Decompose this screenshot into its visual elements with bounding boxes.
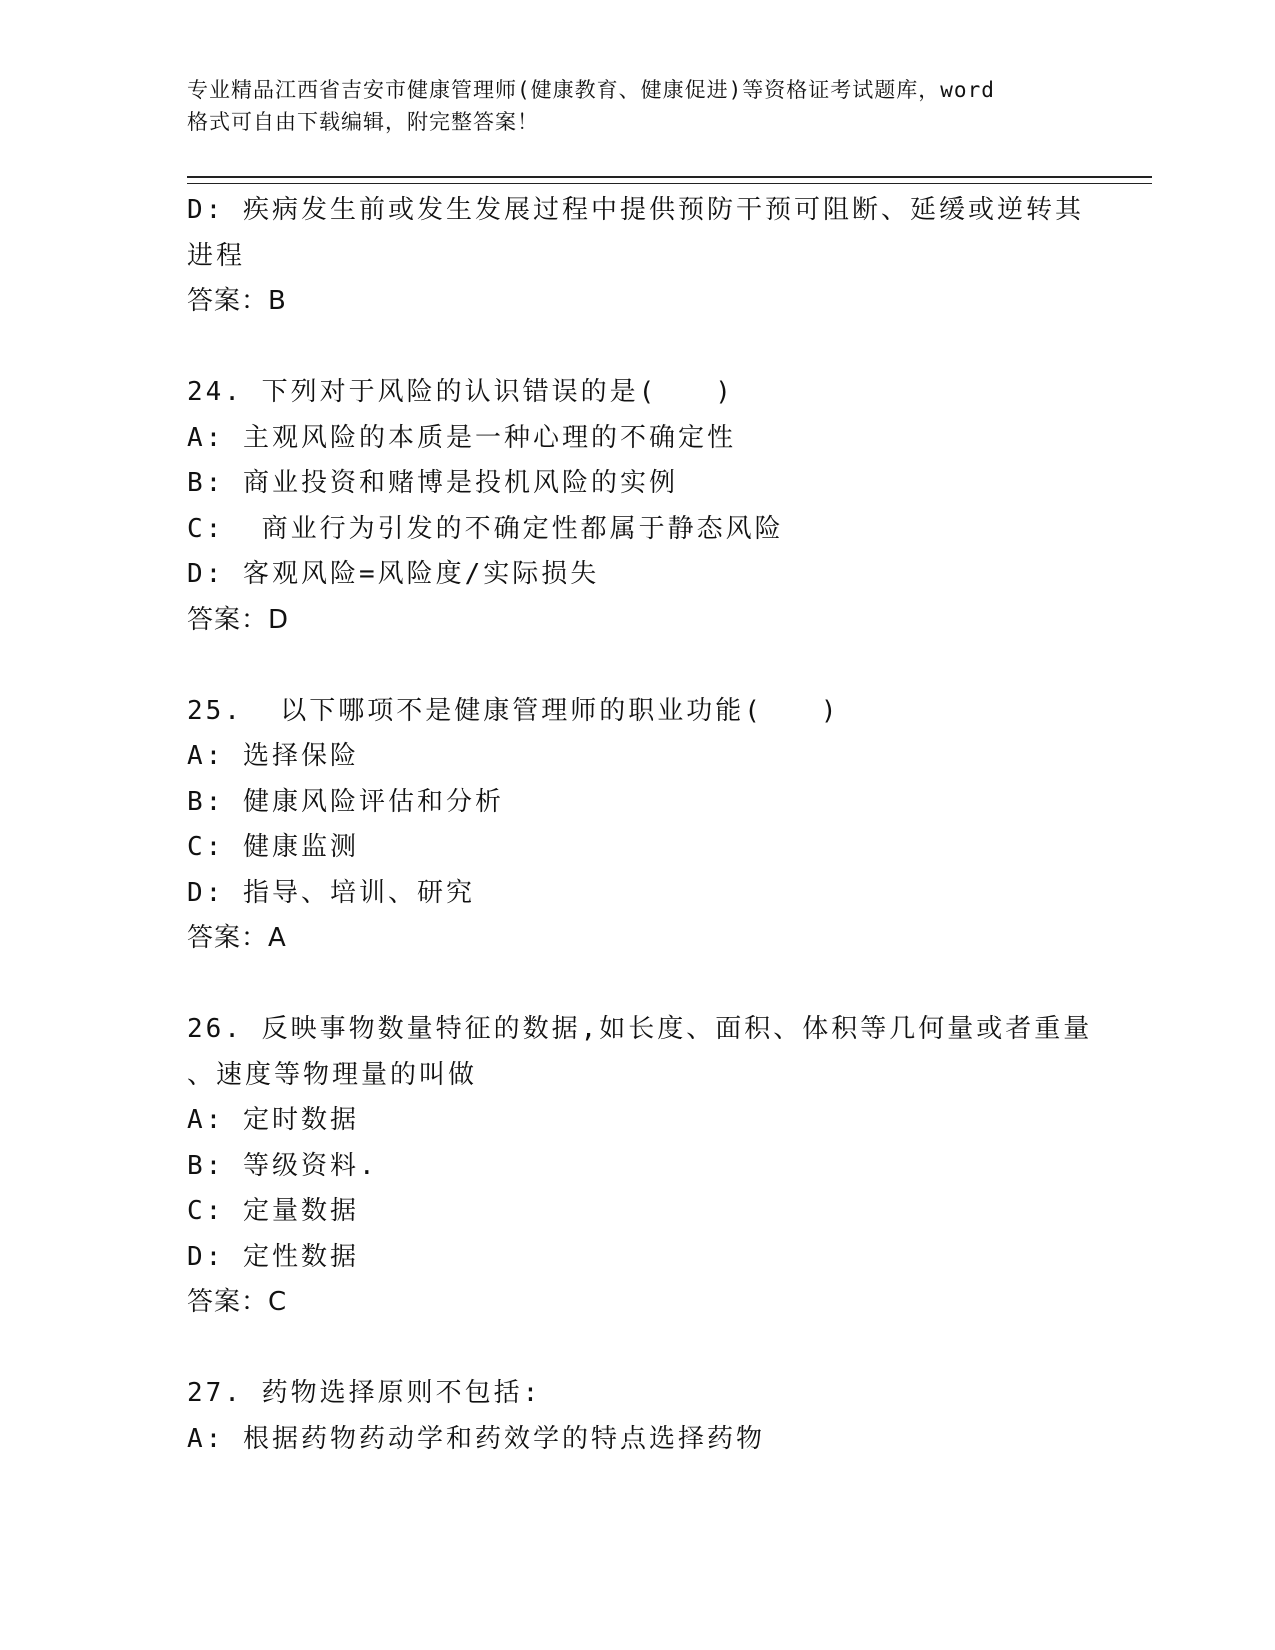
- document-header: [187, 74, 1087, 138]
- question-stem: 24. 下列对于风险的认识错误的是( ): [187, 377, 734, 407]
- option-d: D: 定性数据: [187, 1241, 359, 1272]
- answer: 答案：A: [187, 923, 287, 953]
- option-c: C: 健康监测: [187, 832, 359, 862]
- option-c: C: 商业行为引发的不确定性都属于静态风险: [187, 513, 784, 544]
- answer: 答案：B: [187, 286, 287, 316]
- header-line-2: 格式可自由下载编辑，附完整答案！: [187, 110, 539, 134]
- option-d: D: 客观风险=风险度/实际损失: [187, 559, 600, 589]
- option-d: D: 指导、培训、研究: [187, 877, 475, 908]
- option-d-continued: 进程: [187, 240, 246, 271]
- question-26: [187, 1007, 1093, 1326]
- header-divider-thick: [187, 176, 1152, 178]
- option-d: D: 疾病发生前或发生发展过程中提供预防干预可阻断、延缓或逆转其: [187, 195, 1084, 225]
- question-23-tail: [187, 188, 1087, 325]
- question-stem: 25. 以下哪项不是健康管理师的职业功能( ): [187, 695, 840, 726]
- question-25: [187, 689, 1087, 962]
- question-list: [187, 188, 1093, 1462]
- question-stem: 26. 反映事物数量特征的数据,如长度、面积、体积等几何量或者重量: [187, 1014, 1093, 1044]
- answer: 答案：D: [187, 604, 290, 635]
- question-27: [187, 1371, 1087, 1462]
- question-24: [187, 370, 1087, 643]
- option-a: A: 选择保险: [187, 741, 359, 771]
- question-stem-continued: 、速度等物理量的叫做: [187, 1059, 478, 1090]
- option-b: B: 健康风险评估和分析: [187, 786, 504, 817]
- option-b: B: 等级资料.: [187, 1150, 378, 1181]
- option-b: B: 商业投资和赌博是投机风险的实例: [187, 468, 678, 498]
- option-c: C: 定量数据: [187, 1196, 359, 1226]
- header-line-1: 专业精品江西省吉安市健康管理师(健康教育、健康促进)等资格证考试题库，word: [187, 78, 995, 102]
- option-a: A: 定时数据: [187, 1105, 359, 1135]
- option-a: A: 根据药物药动学和药效学的特点选择药物: [187, 1423, 765, 1454]
- answer: 答案：C: [187, 1287, 288, 1317]
- header-divider-thin: [187, 183, 1152, 184]
- option-a: A: 主观风险的本质是一种心理的不确定性: [187, 422, 736, 453]
- question-stem: 27. 药物选择原则不包括:: [187, 1378, 542, 1408]
